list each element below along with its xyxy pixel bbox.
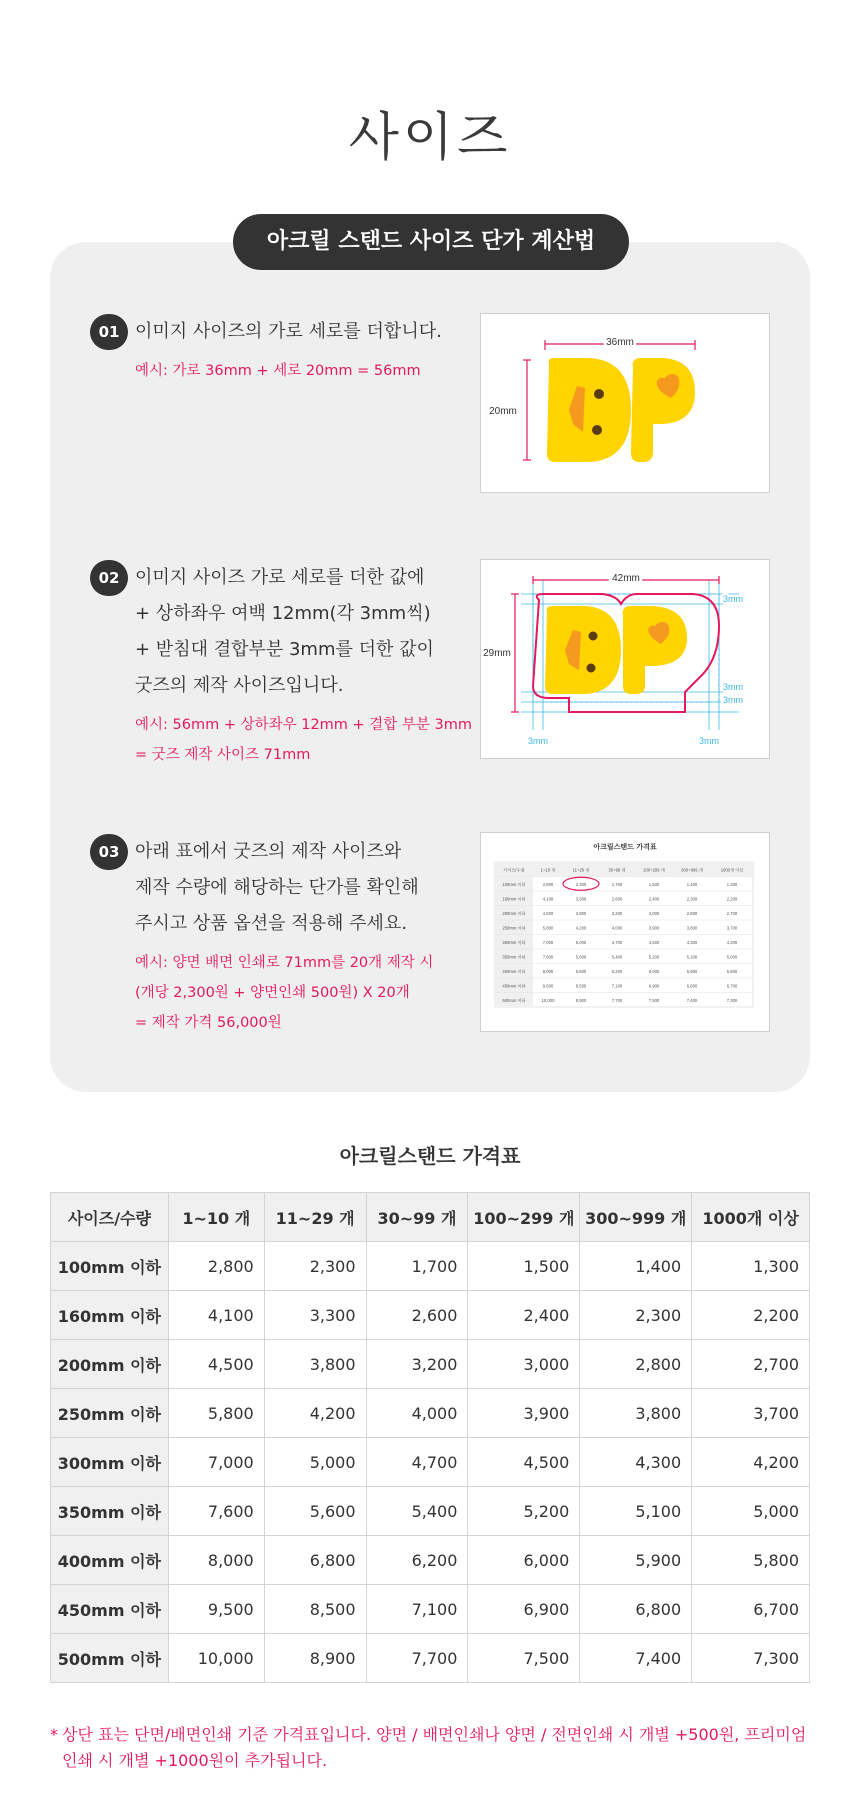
header-cell: 300~999 개 <box>580 1193 692 1242</box>
thumb-cell-text: 7,000 <box>542 939 554 945</box>
price-table <box>50 1192 810 1683</box>
footnote-text: 상단 표는 단면/배면인쇄 기준 가격표입니다. 양면 / 배면인쇄나 양면 / 전면인쇄 시 개별 +500원, 프리미엄 인쇄 시 개별 +1000원이 추가됩니다. <box>62 1725 807 1770</box>
thumb-cell-text: 30~99 개 <box>608 867 626 873</box>
thumb-cell-text: 6,700 <box>726 983 738 989</box>
thumb-cell-text: 3,000 <box>648 910 660 916</box>
thumb-cell-text: 1,500 <box>648 881 660 887</box>
thumbnail-table-graphic <box>481 852 769 1022</box>
page-title: 사이즈 <box>348 108 512 168</box>
thumb-cell-text: 3,800 <box>575 910 587 916</box>
price-cell: 3,800 <box>580 1389 692 1438</box>
header-cell: 1~10 개 <box>168 1193 264 1242</box>
price-cell: 4,300 <box>580 1438 692 1487</box>
step-text <box>135 314 465 386</box>
price-cell: 5,800 <box>692 1536 810 1585</box>
price-cell: 9,500 <box>168 1585 264 1634</box>
thumb-cell-text: 400mm 이하 <box>502 968 526 974</box>
price-cell: 6,700 <box>692 1585 810 1634</box>
thumb-cell-text: 450mm 이하 <box>502 983 526 989</box>
price-table-title: 아크릴스탠드 가격표 <box>339 1144 521 1168</box>
thumb-cell-text: 7,700 <box>611 997 623 1003</box>
step-example: 예시: 양면 배면 인쇄로 71mm를 20개 제작 시 <box>135 955 434 971</box>
step-example: = 굿즈 제작 사이즈 71mm <box>135 747 311 763</box>
footnote-asterisk: * <box>50 1725 58 1744</box>
row-size-label: 500mm 이하 <box>51 1634 169 1683</box>
height-label: 29mm <box>483 648 511 659</box>
header-cell: 30~99 개 <box>366 1193 468 1242</box>
price-cell: 2,400 <box>468 1291 580 1340</box>
price-cell: 6,800 <box>580 1585 692 1634</box>
thumb-cell-text: 5,000 <box>726 954 738 960</box>
row-size-label: 100mm 이하 <box>51 1242 169 1291</box>
price-cell: 5,400 <box>366 1487 468 1536</box>
thumb-cell-text: 1,400 <box>686 881 698 887</box>
price-cell: 5,000 <box>264 1438 366 1487</box>
table-row <box>51 1438 810 1487</box>
price-cell: 5,200 <box>468 1487 580 1536</box>
step-line: 굿즈의 제작 사이즈입니다. <box>135 675 344 696</box>
header-cell: 100~299 개 <box>468 1193 580 1242</box>
thumb-cell-text: 2,800 <box>686 910 698 916</box>
price-cell: 10,000 <box>168 1634 264 1683</box>
price-cell: 2,800 <box>168 1242 264 1291</box>
step-example: 예시: 56mm + 상하좌우 12mm + 결합 부분 3mm <box>135 717 473 733</box>
price-cell: 5,900 <box>580 1536 692 1585</box>
thumb-cell-text: 4,000 <box>611 925 623 931</box>
step-number-badge: 02 <box>90 560 128 596</box>
thumb-cell-text: 7,500 <box>648 997 660 1003</box>
thumb-cell-text: 3,300 <box>575 896 587 902</box>
thumb-cell-text: 5,800 <box>726 968 738 974</box>
price-cell: 5,800 <box>168 1389 264 1438</box>
step-text <box>135 560 473 770</box>
thumb-cell-text: 100~299 개 <box>643 867 665 873</box>
price-cell: 5,000 <box>692 1487 810 1536</box>
thumb-cell-text: 6,900 <box>648 983 660 989</box>
price-cell: 1,500 <box>468 1242 580 1291</box>
price-table-thumbnail <box>480 832 770 1032</box>
price-cell: 3,200 <box>366 1340 468 1389</box>
step-line: 제작 수량에 해당하는 단가를 확인해 <box>135 877 419 898</box>
price-cell: 7,500 <box>468 1634 580 1683</box>
price-cell: 8,900 <box>264 1634 366 1683</box>
margin-left-label: 3mm <box>528 736 548 746</box>
price-cell: 2,600 <box>366 1291 468 1340</box>
thumb-cell-text: 2,300 <box>575 881 587 887</box>
thumb-cell-text: 8,900 <box>575 997 587 1003</box>
thumb-cell-text: 160mm 이하 <box>502 896 526 902</box>
thumb-cell-text: 6,800 <box>575 968 587 974</box>
thumb-cell-text: 5,400 <box>611 954 623 960</box>
thumb-cell-text: 8,000 <box>542 968 554 974</box>
price-cell: 7,000 <box>168 1438 264 1487</box>
thumb-cell-text: 2,200 <box>726 896 738 902</box>
price-cell: 5,100 <box>580 1487 692 1536</box>
size-diagram-2 <box>480 559 770 759</box>
row-size-label: 160mm 이하 <box>51 1291 169 1340</box>
thumb-cell-text: 1000개 이상 <box>720 867 744 873</box>
price-cell: 5,600 <box>264 1487 366 1536</box>
thumb-cell-text: 4,700 <box>611 939 623 945</box>
price-cell: 7,300 <box>692 1634 810 1683</box>
row-size-label: 450mm 이하 <box>51 1585 169 1634</box>
price-cell: 3,300 <box>264 1291 366 1340</box>
header-cell: 사이즈/수량 <box>51 1193 169 1242</box>
price-cell: 1,700 <box>366 1242 468 1291</box>
thumb-cell-text: 5,800 <box>542 925 554 931</box>
calc-pill-title: 아크릴 스탠드 사이즈 단가 계산법 <box>233 214 629 270</box>
step-text <box>135 834 465 1038</box>
price-cell: 4,100 <box>168 1291 264 1340</box>
price-cell: 7,700 <box>366 1634 468 1683</box>
step-number-badge: 03 <box>90 834 128 870</box>
price-cell: 3,000 <box>468 1340 580 1389</box>
thumb-cell-text: 500mm 이하 <box>502 997 526 1003</box>
thumb-cell-text: 5,100 <box>686 954 698 960</box>
price-cell: 3,900 <box>468 1389 580 1438</box>
thumb-cell-text: 7,100 <box>611 983 623 989</box>
thumb-cell-text: 1~10 개 <box>540 867 556 873</box>
price-cell: 6,900 <box>468 1585 580 1634</box>
size-diagram-1 <box>480 313 770 493</box>
table-row <box>51 1536 810 1585</box>
thumb-cell-text: 3,200 <box>611 910 623 916</box>
dp-logo-graphic <box>547 358 695 462</box>
thumb-cell-text: 4,200 <box>726 939 738 945</box>
thumb-cell-text: 5,200 <box>648 954 660 960</box>
step-example: (개당 2,300원 + 양면인쇄 500원) X 20개 <box>135 985 410 1001</box>
price-cell: 2,700 <box>692 1340 810 1389</box>
thumbnail-title: 아크릴스탠드 가격표 <box>593 843 657 851</box>
thumb-cell-text: 6,200 <box>611 968 623 974</box>
thumb-cell-text: 4,500 <box>648 939 660 945</box>
price-cell: 1,400 <box>580 1242 692 1291</box>
price-cell: 8,000 <box>168 1536 264 1585</box>
header-cell: 11~29 개 <box>264 1193 366 1242</box>
price-cell: 4,200 <box>264 1389 366 1438</box>
thumb-cell-text: 5,600 <box>575 954 587 960</box>
price-cell: 1,300 <box>692 1242 810 1291</box>
thumb-cell-text: 1,700 <box>611 881 623 887</box>
price-cell: 2,300 <box>580 1291 692 1340</box>
table-row <box>51 1585 810 1634</box>
thumb-cell-text: 2,600 <box>611 896 623 902</box>
thumb-cell-text: 2,700 <box>726 910 738 916</box>
price-cell: 7,600 <box>168 1487 264 1536</box>
row-size-label: 200mm 이하 <box>51 1340 169 1389</box>
dp-logo-graphic <box>545 606 687 694</box>
thumb-cell-text: 5,900 <box>686 968 698 974</box>
table-row <box>51 1634 810 1683</box>
row-size-label: 350mm 이하 <box>51 1487 169 1536</box>
table-row <box>51 1487 810 1536</box>
price-table-header-row <box>51 1193 810 1242</box>
thumb-cell-text: 1,300 <box>726 881 738 887</box>
thumb-cell-text: 사이즈/수량 <box>503 867 525 873</box>
header-cell: 1000개 이상 <box>692 1193 810 1242</box>
thumb-cell-text: 11~29 개 <box>572 867 590 873</box>
size-diagram-1-svg <box>481 314 769 492</box>
thumb-cell-text: 300~999 개 <box>681 867 703 873</box>
row-size-label: 400mm 이하 <box>51 1536 169 1585</box>
thumb-cell-text: 100mm 이하 <box>502 881 526 887</box>
thumb-cell-text: 7,300 <box>726 997 738 1003</box>
thumb-cell-text: 300mm 이하 <box>502 939 526 945</box>
margin-top-label: 3mm <box>723 594 743 604</box>
thumb-cell-text: 200mm 이하 <box>502 910 526 916</box>
thumb-cell-text: 250mm 이하 <box>502 925 526 931</box>
thumb-cell-text: 8,500 <box>575 983 587 989</box>
thumb-cell-text: 7,400 <box>686 997 698 1003</box>
price-cell: 4,500 <box>168 1340 264 1389</box>
step-line: 이미지 사이즈 가로 세로를 더한 값에 <box>135 567 425 588</box>
margin-right-label: 3mm <box>699 736 719 746</box>
row-size-label: 300mm 이하 <box>51 1438 169 1487</box>
price-cell: 7,400 <box>580 1634 692 1683</box>
thumb-cell-text: 4,100 <box>542 896 554 902</box>
price-cell: 6,200 <box>366 1536 468 1585</box>
thumb-cell-text: 2,800 <box>542 881 554 887</box>
thumb-cell-text: 3,900 <box>648 925 660 931</box>
price-cell: 6,000 <box>468 1536 580 1585</box>
price-cell: 7,100 <box>366 1585 468 1634</box>
step-example: 예시: 가로 36mm + 세로 20mm = 56mm <box>135 363 421 379</box>
thumb-cell-text: 7,600 <box>542 954 554 960</box>
table-row <box>51 1389 810 1438</box>
thumb-cell-text: 9,500 <box>542 983 554 989</box>
price-cell: 4,200 <box>692 1438 810 1487</box>
thumb-cell-text: 6,000 <box>648 968 660 974</box>
step-number-badge: 01 <box>90 314 128 350</box>
step-example: = 제작 가격 56,000원 <box>135 1015 282 1031</box>
price-cell: 4,000 <box>366 1389 468 1438</box>
thumb-cell-text: 4,200 <box>575 925 587 931</box>
price-cell: 4,700 <box>366 1438 468 1487</box>
pricing-footnote <box>50 1722 820 1774</box>
table-row <box>51 1340 810 1389</box>
price-cell: 4,500 <box>468 1438 580 1487</box>
margin-bottom-label: 3mm <box>723 682 743 692</box>
price-cell: 2,300 <box>264 1242 366 1291</box>
price-cell: 2,200 <box>692 1291 810 1340</box>
price-cell: 6,800 <box>264 1536 366 1585</box>
thumb-cell-text: 3,700 <box>726 925 738 931</box>
step-line: 아래 표에서 굿즈의 제작 사이즈와 <box>135 841 402 862</box>
step-line: 주시고 상품 옵션을 적용해 주세요. <box>135 913 408 934</box>
thumb-cell-text: 5,000 <box>575 939 587 945</box>
size-diagram-2-svg <box>481 560 769 758</box>
height-label: 20mm <box>489 406 517 417</box>
step-line: + 받침대 결합부분 3mm를 더한 값이 <box>135 639 434 660</box>
thumb-cell-text: 3,800 <box>686 925 698 931</box>
price-cell: 3,800 <box>264 1340 366 1389</box>
price-cell: 2,800 <box>580 1340 692 1389</box>
thumb-cell-text: 10,000 <box>541 997 555 1003</box>
price-cell: 8,500 <box>264 1585 366 1634</box>
price-cell: 3,700 <box>692 1389 810 1438</box>
thumb-cell-text: 6,800 <box>686 983 698 989</box>
thumb-cell-text: 4,300 <box>686 939 698 945</box>
thumb-cell-text: 4,500 <box>542 910 554 916</box>
step-line: 이미지 사이즈의 가로 세로를 더합니다. <box>135 321 442 342</box>
table-row <box>51 1291 810 1340</box>
table-row <box>51 1242 810 1291</box>
width-label: 42mm <box>612 573 640 584</box>
thumb-cell-text: 2,400 <box>648 896 660 902</box>
thumb-cell-text: 350mm 이하 <box>502 954 526 960</box>
width-label: 36mm <box>606 337 634 348</box>
base-join-label: 3mm <box>723 695 743 705</box>
row-size-label: 250mm 이하 <box>51 1389 169 1438</box>
step-line: + 상하좌우 여백 12mm(각 3mm씩) <box>135 603 431 624</box>
thumb-cell-text: 2,300 <box>686 896 698 902</box>
